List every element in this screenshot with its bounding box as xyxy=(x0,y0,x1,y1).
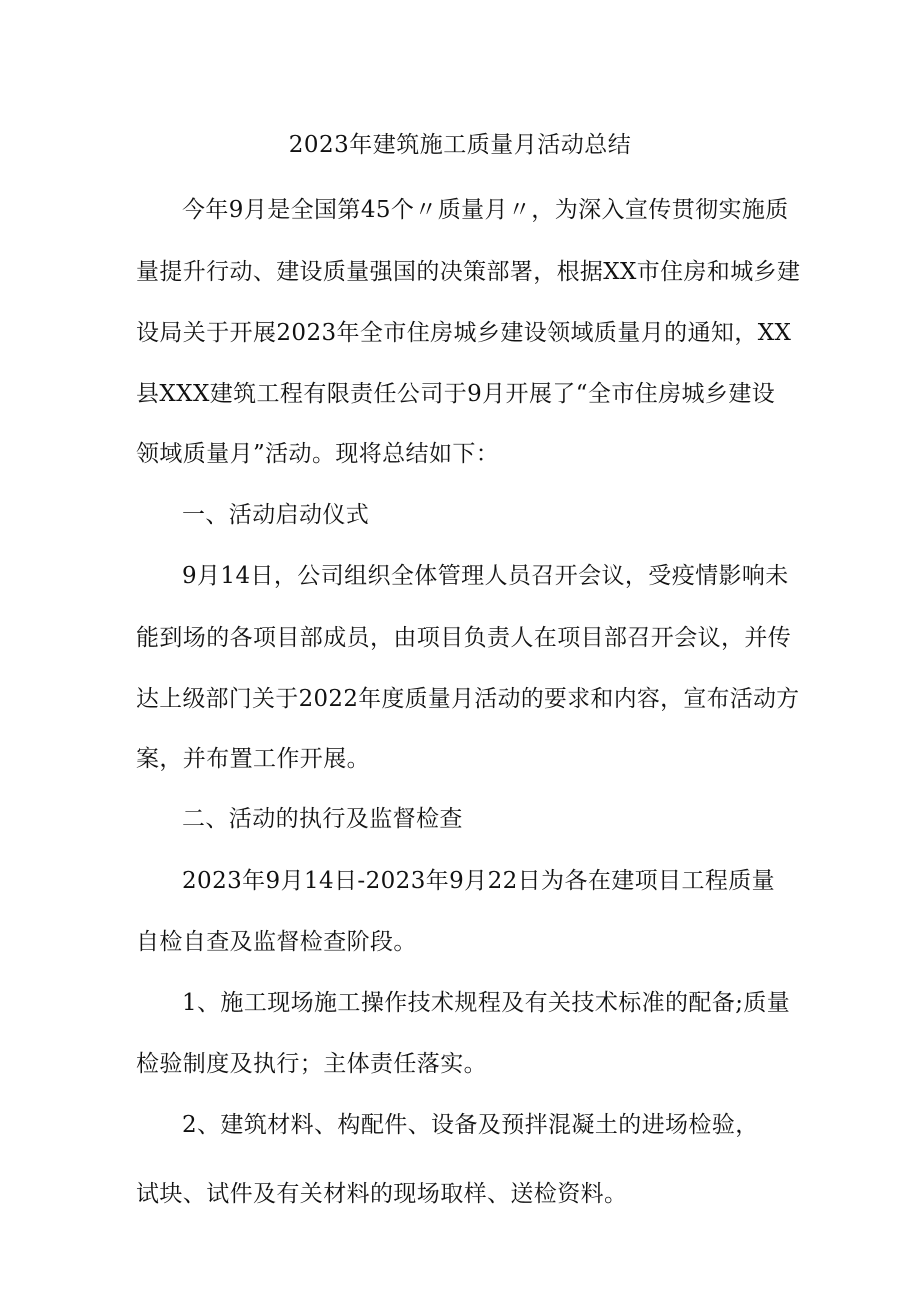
list-item-1-line-1: 1、施工现场施工操作技术规程及有关技术标准的配备;质量 xyxy=(182,990,791,1016)
paragraph-2-line-3: 达上级部门关于2022年度质量月活动的要求和内容，宣布活动方 xyxy=(136,686,800,712)
paragraph-2-line-4: 案，并布置工作开展。 xyxy=(136,746,370,772)
document-title: 2023年建筑施工质量月活动总结 xyxy=(288,132,632,158)
list-item-2-line-2: 试块、试件及有关材料的现场取样、送检资料。 xyxy=(136,1181,628,1207)
paragraph-1-line-4: 县XXX建筑工程有限责任公司于9月开展了“全市住房城乡建设 xyxy=(136,381,776,407)
paragraph-1-line-3: 设局关于开展2023年全市住房城乡建设领域质量月的通知，XX xyxy=(136,320,792,346)
list-item-2-line-1: 2、建筑材料、构配件、设备及预拌混凝土的进场检验， xyxy=(182,1112,759,1138)
paragraph-1-line-2: 量提升行动、建设质量强国的决策部署，根据XX市住房和城乡建 xyxy=(136,259,801,285)
section-heading-2: 二、活动的执行及监督检查 xyxy=(182,806,463,832)
list-item-1-line-2: 检验制度及执行；主体责任落实。 xyxy=(136,1051,487,1077)
section-heading-1: 一、活动启动仪式 xyxy=(182,502,370,528)
paragraph-2-line-1: 9月14日，公司组织全体管理人员召开会议，受疫情影响未 xyxy=(182,563,789,589)
paragraph-3-line-2: 自检自查及监督检查阶段。 xyxy=(136,929,417,955)
paragraph-3-line-1: 2023年9月14日-2023年9月22日为各在建项目工程质量 xyxy=(182,868,776,894)
paragraph-2-line-2: 能到场的各项目部成员，由项目负责人在项目部召开会议，并传 xyxy=(136,625,792,651)
paragraph-1-line-1: 今年9月是全国第45个〃质量月〃，为深入宣传贯彻实施质 xyxy=(182,197,789,223)
paragraph-1-line-5: 领域质量月”活动。现将总结如下： xyxy=(136,441,500,467)
